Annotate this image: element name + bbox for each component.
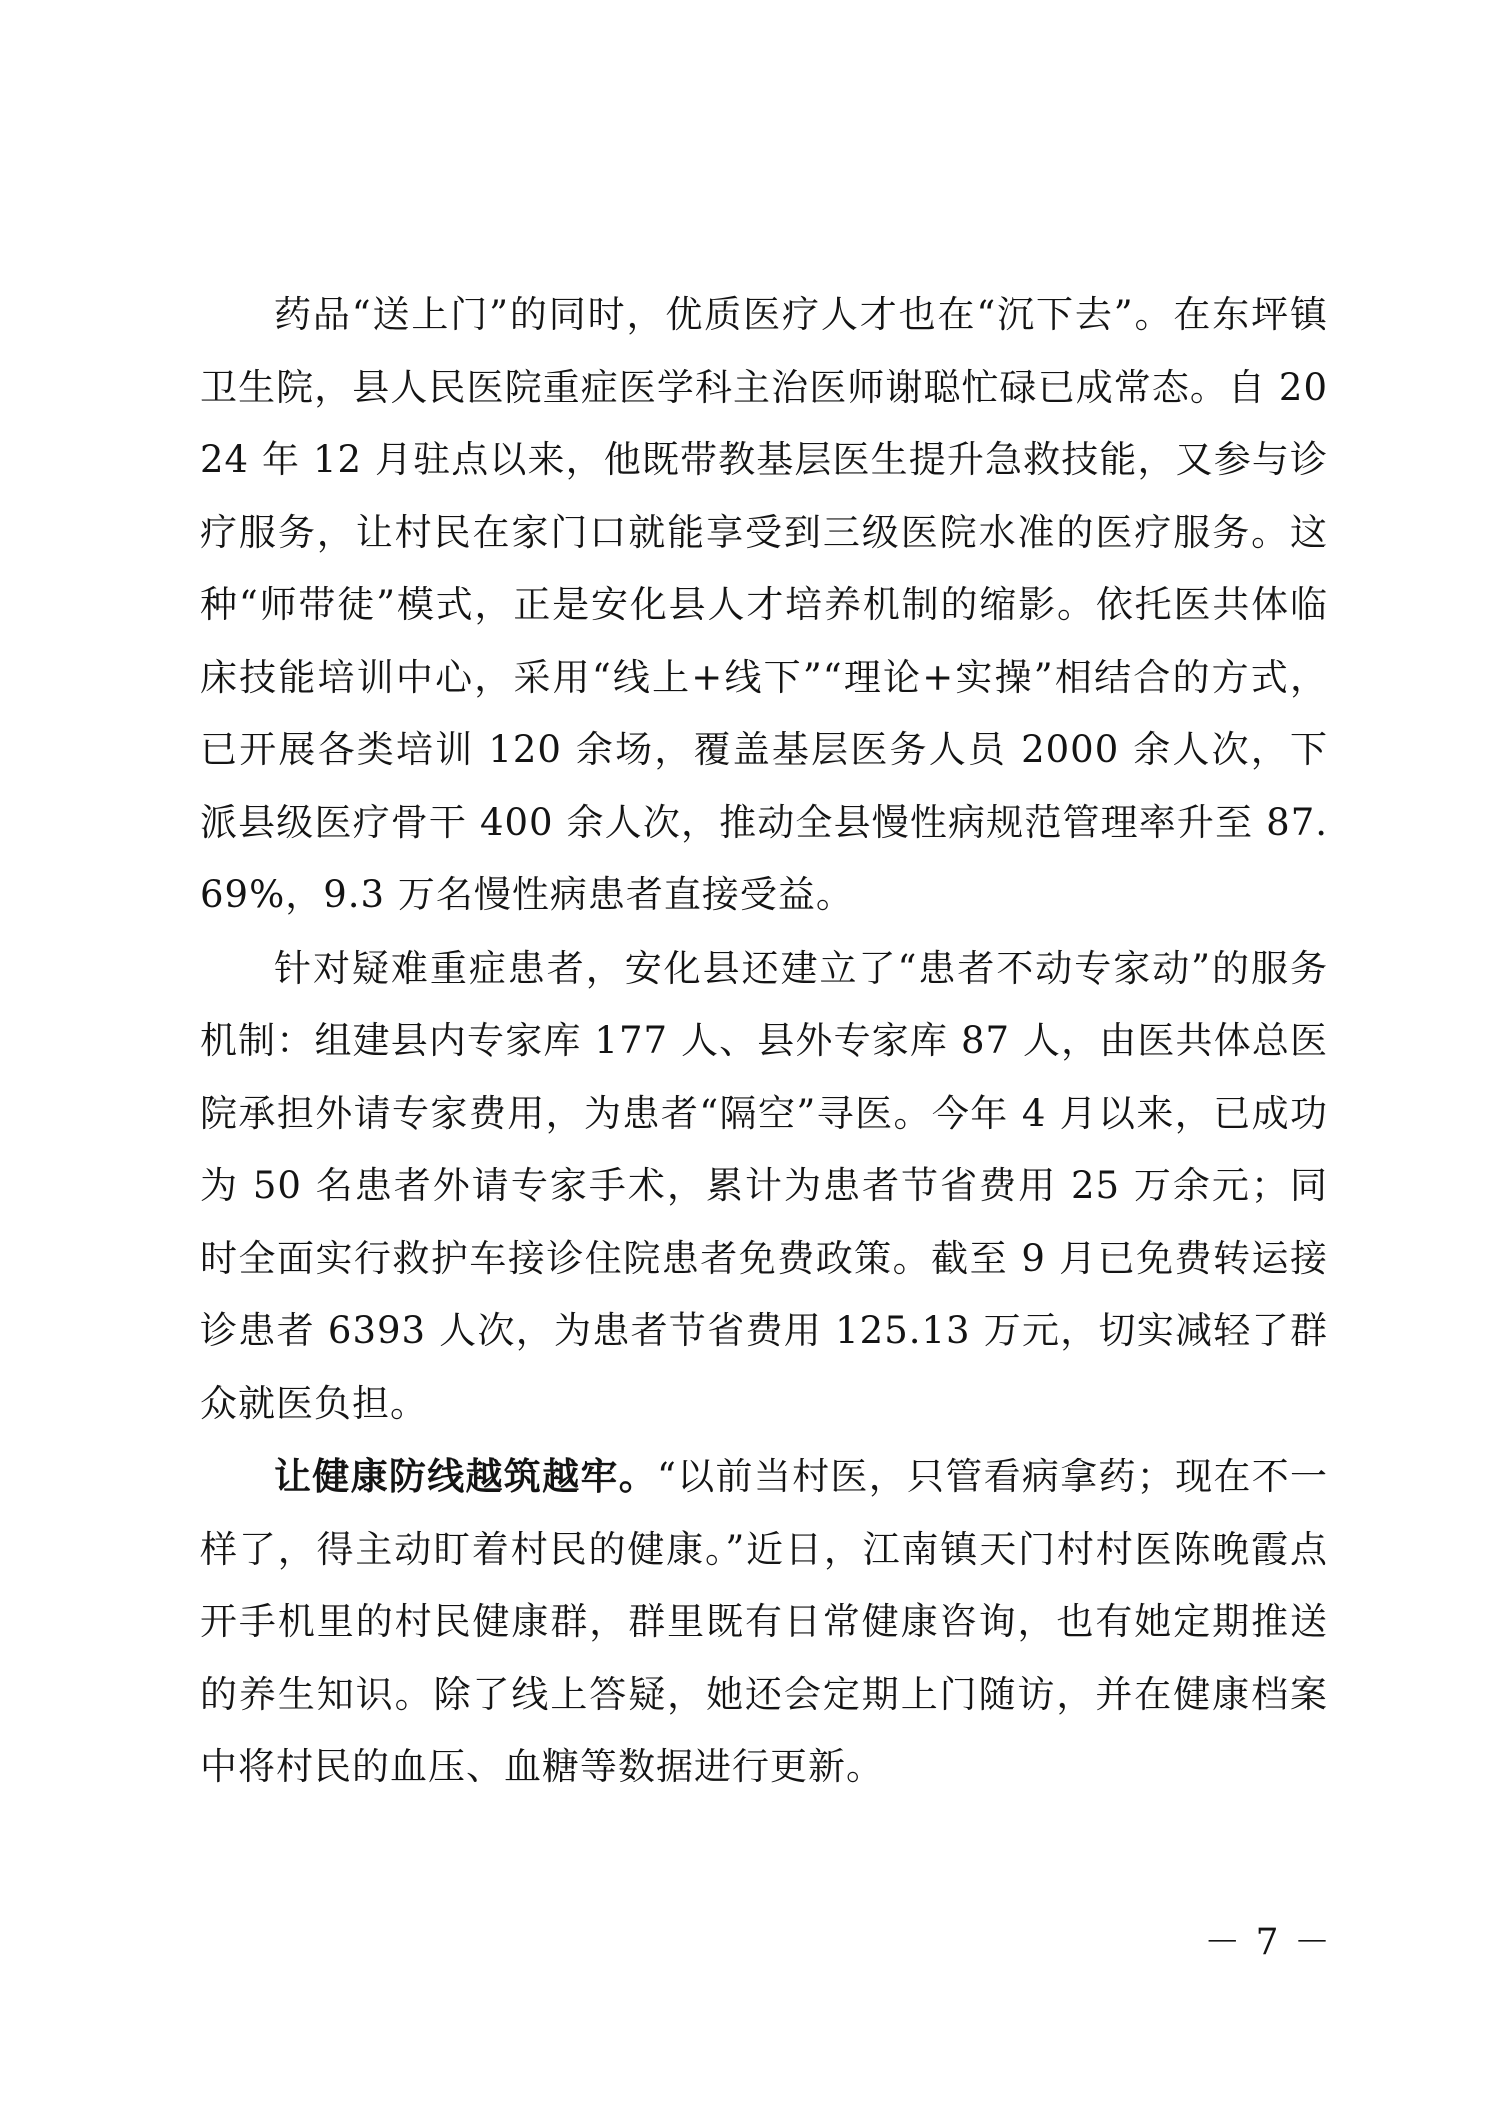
paragraph-2: [200, 932, 1328, 1441]
paragraph-1-text: 药品“送上门”的同时，优质医疗人才也在“沉下去”。在东坪镇卫生院，县人民医院重症医学科主治医师谢聪忙碌已成常态。自 2024 年 12 月驻点以来，他既带教基层医生提升急救技能，又参与诊疗服务，让村民在家门口就能享受到三级医院水准的医疗服务。这种“师带徒”模式，正是安化县人才培养机制的缩影。依托医共体临床技能培训中心，采用“线上+线下”“理论+实操”相结合的方式，已开展各类培训 120 余场，覆盖基层医务人员 2000 余人次，下派县级医疗骨干 400 余人次，推动全县慢性病规范管理率升至 87.69%，9.3 万名慢性病患者直接受益。: [200, 293, 1328, 916]
paragraph-3: [200, 1440, 1328, 1804]
paragraph-1: [200, 278, 1328, 932]
paragraph-3-lead: 让健康防线越筑越牢。: [274, 1454, 657, 1498]
paragraph-2-text: 针对疑难重症患者，安化县还建立了“患者不动专家动”的服务机制：组建县内专家库 177 人、县外专家库 87 人，由医共体总医院承担外请专家费用，为患者“隔空”寻医。今年 4 月以来，已成功为 50 名患者外请专家手术，累计为患者节省费用 25 万余元；同时全面实行救护车接诊住院患者免费政策。截至 9 月已免费转运接诊患者 6393 人次，为患者节省费用 125.13 万元，切实减轻了群众就医负担。: [200, 946, 1328, 1425]
body-text: [200, 278, 1328, 1804]
page-number: － 7 －: [1204, 1922, 1332, 1963]
paragraph-3-text: “以前当村医，只管看病拿药；现在不一样了，得主动盯着村民的健康。”近日，江南镇天门村村医陈晚霞点开手机里的村民健康群，群里既有日常健康咨询，也有她定期推送的养生知识。除了线上答疑，她还会定期上门随访，并在健康档案中将村民的血压、血糖等数据进行更新。: [200, 1455, 1329, 1788]
